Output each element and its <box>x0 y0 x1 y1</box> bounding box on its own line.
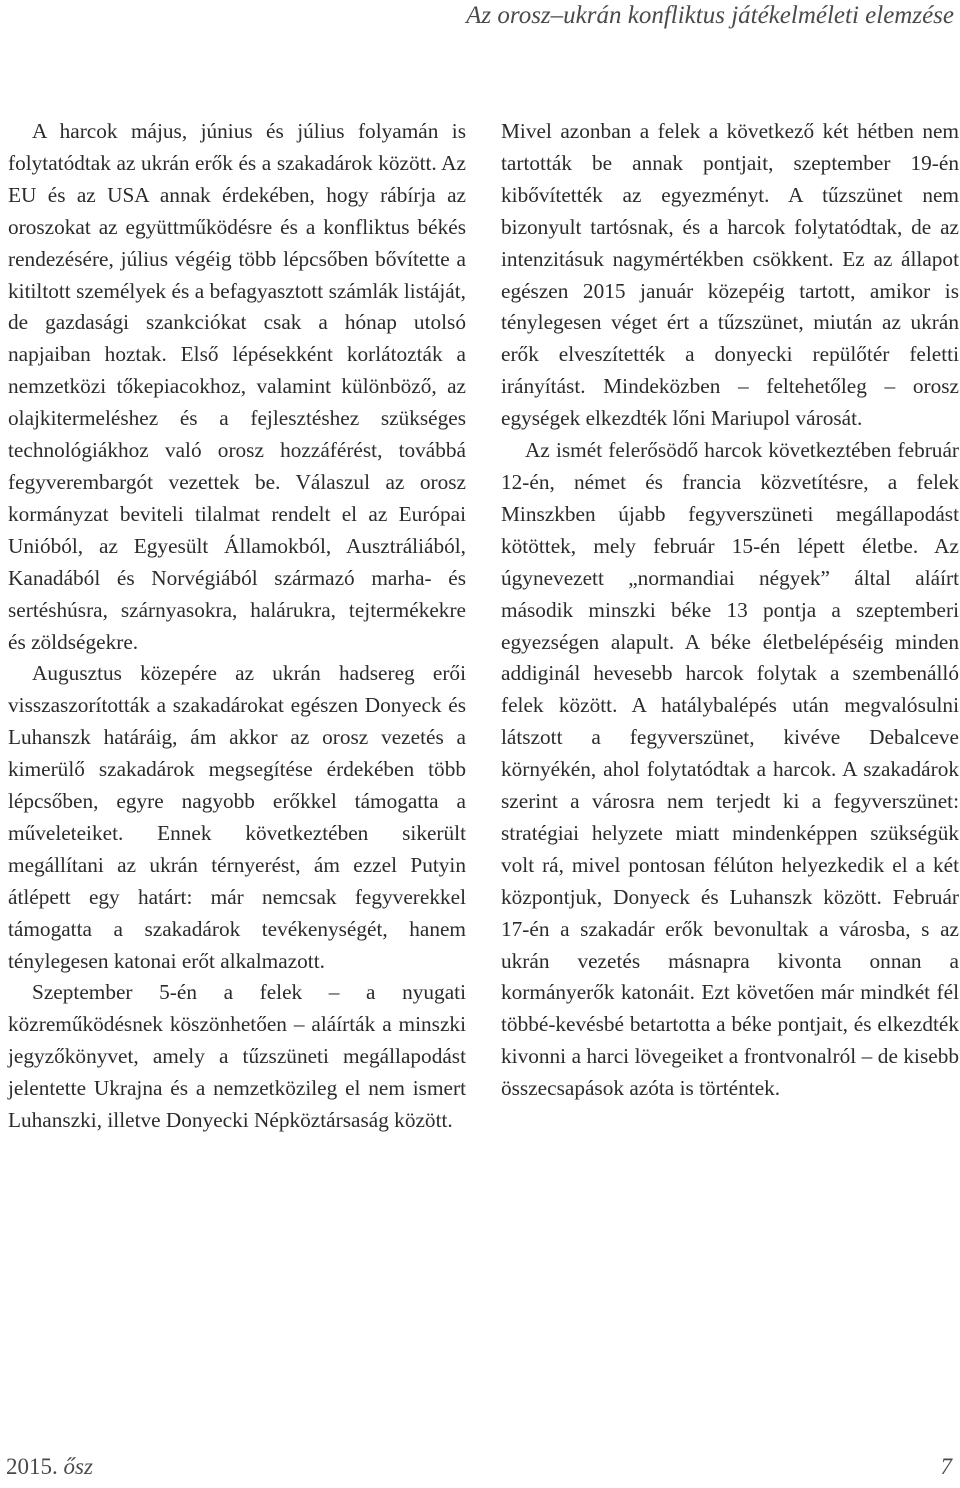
paragraph: Szeptember 5-én a felek – a nyugati közreműködésnek köszönhetően – aláírták a minszki jegyzőkönyvet, amely a tűzszüneti megállapodást jelentette Ukrajna és a nemzetközileg el nem ismert Luhanszki, illetve Donyecki Népköztársaság között. <box>8 980 466 1133</box>
paragraph: A harcok május, június és július folyamán is folytatódtak az ukrán erők és a szakadárok között. Az EU és az USA annak érdekében, hogy rábírja az oroszokat az együttműködésre és a konfliktus békés rendezésére, július végéig több lépcsőben bővítette a kitiltott személyek és a befagyasztott számlák listáját, de gazdasági szankciókat csak a hónap utolsó napjaiban hoztak. Első lépésekként korlátozták a nemzetközi tőkepiacokhoz, valamint különböző, az olajkitermeléshez és a fejlesztéshez szükséges technológiákhoz való orosz hozzáférést, továbbá fegyverembargót vezettek be. Válaszul az orosz kormányzat beviteli tilalmat rendelt el az Európai Unióból, az Egyesült Államokból, Ausztráliából, Kanadából és Norvégiából származó marha- és sertéshúsra, szárnyasokra, halárukra, tejtermékekre és zöldségekre. <box>8 119 466 654</box>
running-header: Az orosz–ukrán konfliktus játékelméleti elemzése <box>466 2 954 29</box>
paragraph: Augusztus közepére az ukrán hadsereg erői visszaszorították a szakadárokat egészen Donyeck és Luhanszk határáig, ám akkor az orosz vezetés a kimerülő szakadárok megsegítése érdekében több lépcsőben, egyre nagyobb erőkkel támogatta a műveleteiket. Ennek következtében sikerült megállítani az ukrán térnyerést, ám ezzel Putyin átlépett egy határt: már nemcsak fegyverekkel támogatta a szakadárok tevékenységét, hanem ténylegesen katonai erőt alkalmazott. <box>8 661 466 973</box>
paragraph: Az ismét felerősödő harcok következtében február 12-én, német és francia közvetítésre, a felek Minszkben újabb fegyverszüneti megállapodást kötöttek, mely február 15-én lépett életbe. Az úgynevezett „normandiai négyek” által aláírt második minszki béke 13 pontja a szeptemberi egyezségen alapult. A béke életbelépéséig minden addiginál hevesebb harcok folytak a szembenálló felek között. A hatálybalépés után megvalósulni látszott a fegyverszünet, kivéve Debalceve környékén, ahol folytatódtak a harcok. A szakadárok szerint a városra nem terjedt ki a fegyverszünet: stratégiai helyzete miatt mindenképpen szükségük volt rá, mivel pontosan félúton helyezkedik el a két központjuk, Donyeck és Luhanszk között. Február 17-én a szakadár erők bevonultak a városba, s az ukrán vezetés másnapra kivonta onnan a kormányerők katonáit. Ezt követően már mindkét fél többé-kevésbé betartotta a béke pontjait, és elkezdték kivonni a harci lövegeiket a frontvonalról – de kisebb összecsapások azóta is történtek. <box>501 438 959 1101</box>
left-column <box>8 116 466 1137</box>
right-column <box>501 116 959 1105</box>
page-number: 7 <box>940 1454 952 1479</box>
paragraph: Mivel azonban a felek a következő két hétben nem tartották be annak pontjait, szeptember 19-én kibővítették az egyezményt. A tűzszünet nem bizonyult tartósnak, és a harcok folytatódtak, de az intenzitásuk nagymértékben csökkent. Ez az állapot egészen 2015 január közepéig tartott, amikor is ténylegesen véget ért a tűzszünet, miután az ukrán erők elveszítették a donyecki repülőtér feletti irányítást. Mindeközben – feltehetőleg – orosz egységek elkezdték lőni Mariupol városát. <box>501 119 959 431</box>
issue-year: 2015. <box>6 1454 58 1479</box>
issue-season: ősz <box>63 1454 93 1479</box>
issue-label <box>6 1454 93 1480</box>
